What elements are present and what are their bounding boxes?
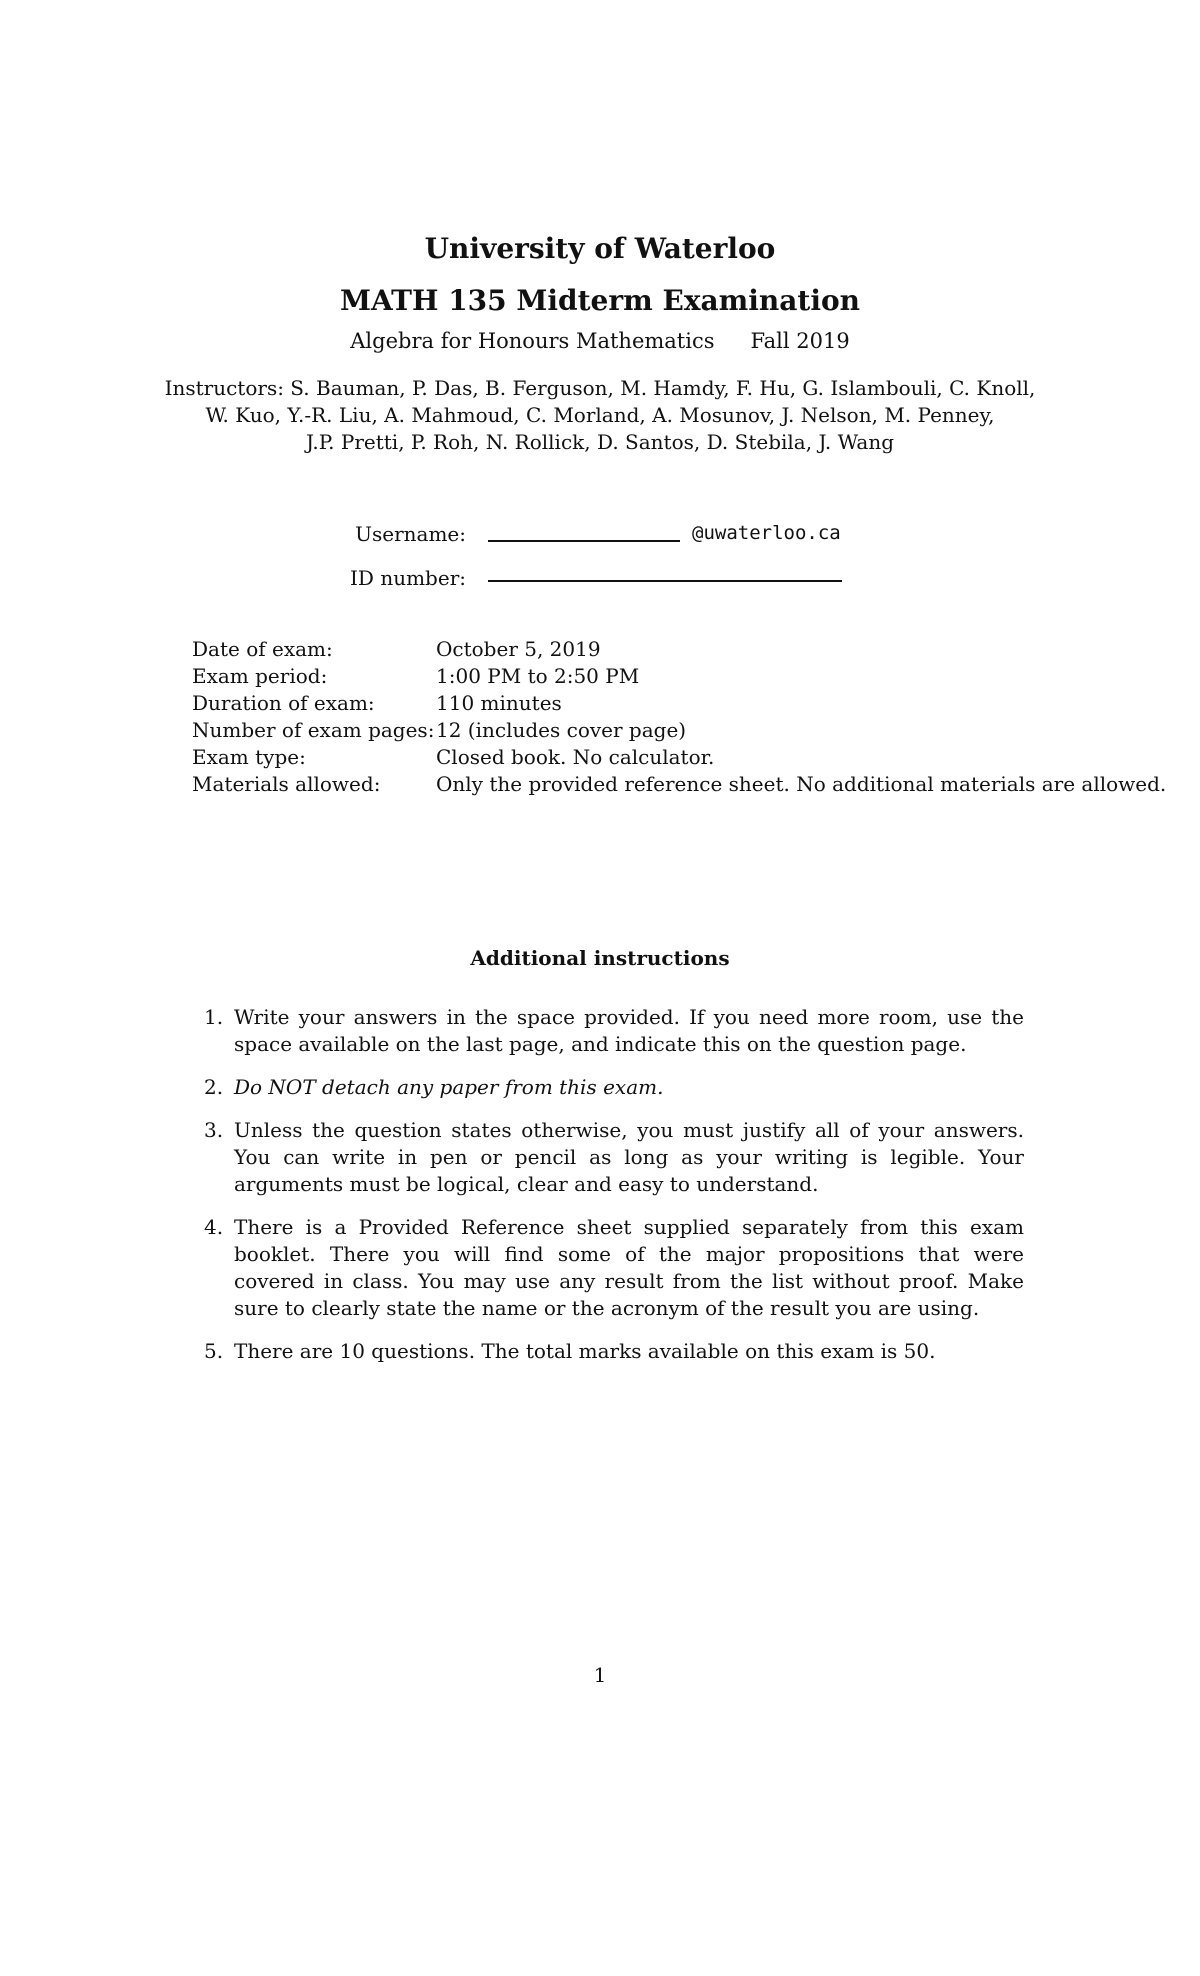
- username-label: Username:: [355, 522, 466, 546]
- id-number-blank[interactable]: [488, 580, 842, 582]
- instructors-line: W. Kuo, Y.-R. Liu, A. Mahmoud, C. Morland, A. Mosunov, J. Nelson, M. Penney,: [205, 403, 995, 427]
- info-value: 12 (includes cover page): [436, 718, 687, 742]
- instruction-number: 3.: [204, 1118, 224, 1142]
- info-row-pages: [192, 717, 1166, 744]
- info-row-type: [192, 744, 1166, 771]
- info-key: Exam type:: [192, 745, 306, 769]
- info-key: Duration of exam:: [192, 691, 375, 715]
- instructions-heading: Additional instructions: [470, 946, 730, 970]
- info-row-period: [192, 663, 1166, 690]
- university-name: University of Waterloo: [424, 232, 776, 265]
- info-key: Exam period:: [192, 664, 328, 688]
- exam-info-table: [192, 636, 1166, 798]
- instruction-number: 1.: [204, 1005, 224, 1029]
- instruction-item: [204, 1004, 1024, 1058]
- page-number: 1: [593, 1663, 607, 1687]
- instructions-list: [204, 1004, 1024, 1381]
- id-label-container: [300, 566, 466, 592]
- instruction-number: 2.: [204, 1075, 224, 1099]
- instruction-text: Unless the question states otherwise, you must justify all of your answers. You can write in pen or pencil as long as your writing is legible. Your arguments must be logical, clear and easy to understand.: [234, 1118, 1024, 1196]
- info-value: October 5, 2019: [436, 637, 601, 661]
- exam-title: MATH 135 Midterm Examination: [339, 284, 861, 317]
- instruction-number: 4.: [204, 1215, 224, 1239]
- info-row-duration: [192, 690, 1166, 717]
- course-subtitle: [0, 329, 1200, 353]
- instruction-item: [204, 1074, 1024, 1101]
- instructors-list: [0, 375, 1200, 456]
- instruction-text: Write your answers in the space provided. If you need more room, use the space available on the last page, and indicate this on the question page.: [234, 1005, 1024, 1056]
- id-number-label: ID number:: [350, 566, 466, 590]
- info-value: Closed book. No calculator.: [436, 745, 715, 769]
- term: Fall 2019: [750, 329, 850, 353]
- course-name: Algebra for Honours Mathematics: [350, 329, 715, 353]
- info-value: Only the provided reference sheet. No additional materials are allowed.: [436, 772, 1167, 796]
- instructors-line: Instructors: S. Bauman, P. Das, B. Ferguson, M. Hamdy, F. Hu, G. Islambouli, C. Knoll,: [164, 376, 1036, 400]
- info-value: 110 minutes: [436, 691, 562, 715]
- instruction-text: There is a Provided Reference sheet supplied separately from this exam booklet. There you will find some of the major propositions that were covered in class. You may use any result from the list without proof. Make sure to clearly state the name or the acronym of the result you are using.: [234, 1215, 1024, 1320]
- instruction-number: 5.: [204, 1339, 224, 1363]
- instruction-item: [204, 1338, 1024, 1365]
- instruction-item: [204, 1214, 1024, 1322]
- info-value: 1:00 PM to 2:50 PM: [436, 664, 640, 688]
- info-key: Number of exam pages:: [192, 718, 435, 742]
- info-row-date: [192, 636, 1166, 663]
- info-row-materials: [192, 771, 1166, 798]
- username-label-container: [300, 522, 466, 548]
- instructors-line: J.P. Pretti, P. Roh, N. Rollick, D. Santos, D. Stebila, J. Wang: [305, 430, 895, 454]
- instruction-text: There are 10 questions. The total marks available on this exam is 50.: [234, 1339, 936, 1363]
- instruction-item: [204, 1117, 1024, 1198]
- username-domain-suffix: @uwaterloo.ca: [692, 522, 841, 544]
- instruction-text: Do NOT detach any paper from this exam.: [234, 1075, 664, 1099]
- info-key: Materials allowed:: [192, 772, 381, 796]
- username-blank[interactable]: [488, 540, 680, 542]
- info-key: Date of exam:: [192, 637, 333, 661]
